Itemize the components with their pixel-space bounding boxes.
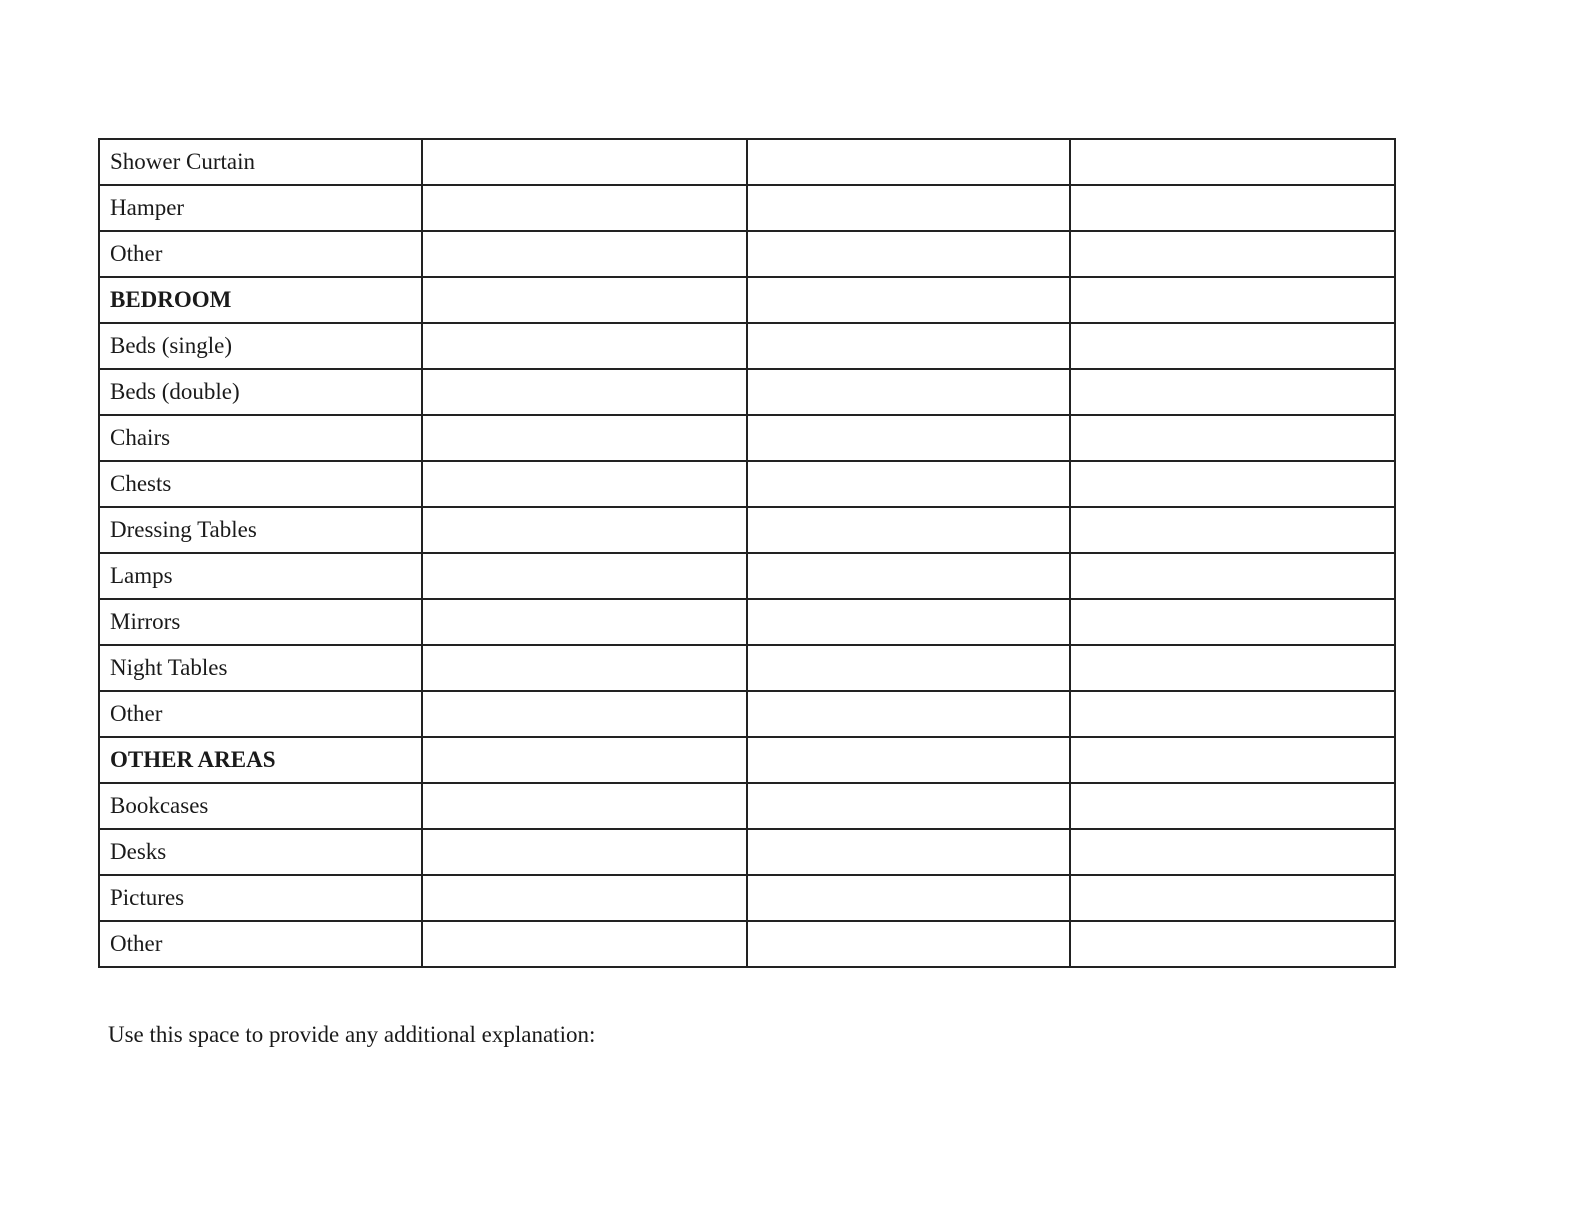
blank-entry-cell[interactable]	[422, 277, 747, 323]
blank-entry-cell[interactable]	[747, 507, 1070, 553]
blank-entry-cell[interactable]	[747, 783, 1070, 829]
item-label: Shower Curtain	[99, 139, 422, 185]
table-row	[99, 415, 1395, 461]
blank-entry-cell[interactable]	[422, 553, 747, 599]
blank-entry-cell[interactable]	[1070, 921, 1395, 967]
table-row	[99, 921, 1395, 967]
section-header-row	[99, 737, 1395, 783]
item-label: Night Tables	[99, 645, 422, 691]
item-label: Other	[99, 691, 422, 737]
blank-entry-cell[interactable]	[1070, 875, 1395, 921]
blank-entry-cell[interactable]	[422, 185, 747, 231]
blank-entry-cell[interactable]	[1070, 829, 1395, 875]
blank-entry-cell[interactable]	[1070, 737, 1395, 783]
blank-entry-cell[interactable]	[1070, 277, 1395, 323]
item-label: Other	[99, 231, 422, 277]
item-label: Beds (single)	[99, 323, 422, 369]
inventory-table-body	[99, 139, 1395, 967]
blank-entry-cell[interactable]	[1070, 461, 1395, 507]
blank-entry-cell[interactable]	[422, 415, 747, 461]
blank-entry-cell[interactable]	[422, 461, 747, 507]
table-row	[99, 185, 1395, 231]
table-row	[99, 507, 1395, 553]
blank-entry-cell[interactable]	[422, 829, 747, 875]
blank-entry-cell[interactable]	[747, 921, 1070, 967]
blank-entry-cell[interactable]	[422, 921, 747, 967]
blank-entry-cell[interactable]	[422, 507, 747, 553]
table-row	[99, 691, 1395, 737]
inventory-table	[98, 138, 1396, 968]
item-label: Lamps	[99, 553, 422, 599]
table-row	[99, 599, 1395, 645]
item-label: Hamper	[99, 185, 422, 231]
blank-entry-cell[interactable]	[1070, 507, 1395, 553]
blank-entry-cell[interactable]	[422, 231, 747, 277]
table-row	[99, 875, 1395, 921]
blank-entry-cell[interactable]	[747, 461, 1070, 507]
blank-entry-cell[interactable]	[422, 369, 747, 415]
blank-entry-cell[interactable]	[747, 231, 1070, 277]
item-label: Other	[99, 921, 422, 967]
blank-entry-cell[interactable]	[747, 369, 1070, 415]
table-row	[99, 645, 1395, 691]
item-label: Mirrors	[99, 599, 422, 645]
blank-entry-cell[interactable]	[1070, 231, 1395, 277]
table-row	[99, 783, 1395, 829]
table-row	[99, 323, 1395, 369]
blank-entry-cell[interactable]	[747, 691, 1070, 737]
blank-entry-cell[interactable]	[1070, 369, 1395, 415]
blank-entry-cell[interactable]	[747, 185, 1070, 231]
blank-entry-cell[interactable]	[1070, 139, 1395, 185]
blank-entry-cell[interactable]	[1070, 415, 1395, 461]
blank-entry-cell[interactable]	[747, 323, 1070, 369]
item-label: Desks	[99, 829, 422, 875]
blank-entry-cell[interactable]	[422, 139, 747, 185]
blank-entry-cell[interactable]	[747, 645, 1070, 691]
section-header-row	[99, 277, 1395, 323]
table-row	[99, 231, 1395, 277]
blank-entry-cell[interactable]	[422, 645, 747, 691]
blank-entry-cell[interactable]	[1070, 599, 1395, 645]
blank-entry-cell[interactable]	[747, 139, 1070, 185]
item-label: Chairs	[99, 415, 422, 461]
blank-entry-cell[interactable]	[422, 783, 747, 829]
blank-entry-cell[interactable]	[1070, 691, 1395, 737]
table-row	[99, 553, 1395, 599]
blank-entry-cell[interactable]	[747, 737, 1070, 783]
blank-entry-cell[interactable]	[422, 599, 747, 645]
blank-entry-cell[interactable]	[747, 553, 1070, 599]
blank-entry-cell[interactable]	[422, 323, 747, 369]
blank-entry-cell[interactable]	[747, 415, 1070, 461]
blank-entry-cell[interactable]	[1070, 553, 1395, 599]
blank-entry-cell[interactable]	[1070, 185, 1395, 231]
section-header-label: BEDROOM	[99, 277, 422, 323]
blank-entry-cell[interactable]	[1070, 323, 1395, 369]
item-label: Chests	[99, 461, 422, 507]
blank-entry-cell[interactable]	[422, 737, 747, 783]
item-label: Beds (double)	[99, 369, 422, 415]
blank-entry-cell[interactable]	[747, 277, 1070, 323]
blank-entry-cell[interactable]	[747, 599, 1070, 645]
table-row	[99, 369, 1395, 415]
blank-entry-cell[interactable]	[422, 875, 747, 921]
section-header-label: OTHER AREAS	[99, 737, 422, 783]
blank-entry-cell[interactable]	[1070, 783, 1395, 829]
blank-entry-cell[interactable]	[747, 829, 1070, 875]
item-label: Bookcases	[99, 783, 422, 829]
blank-entry-cell[interactable]	[1070, 645, 1395, 691]
item-label: Dressing Tables	[99, 507, 422, 553]
additional-explanation-prompt: Use this space to provide any additional explanation:	[108, 1022, 596, 1047]
blank-entry-cell[interactable]	[422, 691, 747, 737]
item-label: Pictures	[99, 875, 422, 921]
table-row	[99, 461, 1395, 507]
blank-entry-cell[interactable]	[747, 875, 1070, 921]
table-row	[99, 139, 1395, 185]
table-row	[99, 829, 1395, 875]
